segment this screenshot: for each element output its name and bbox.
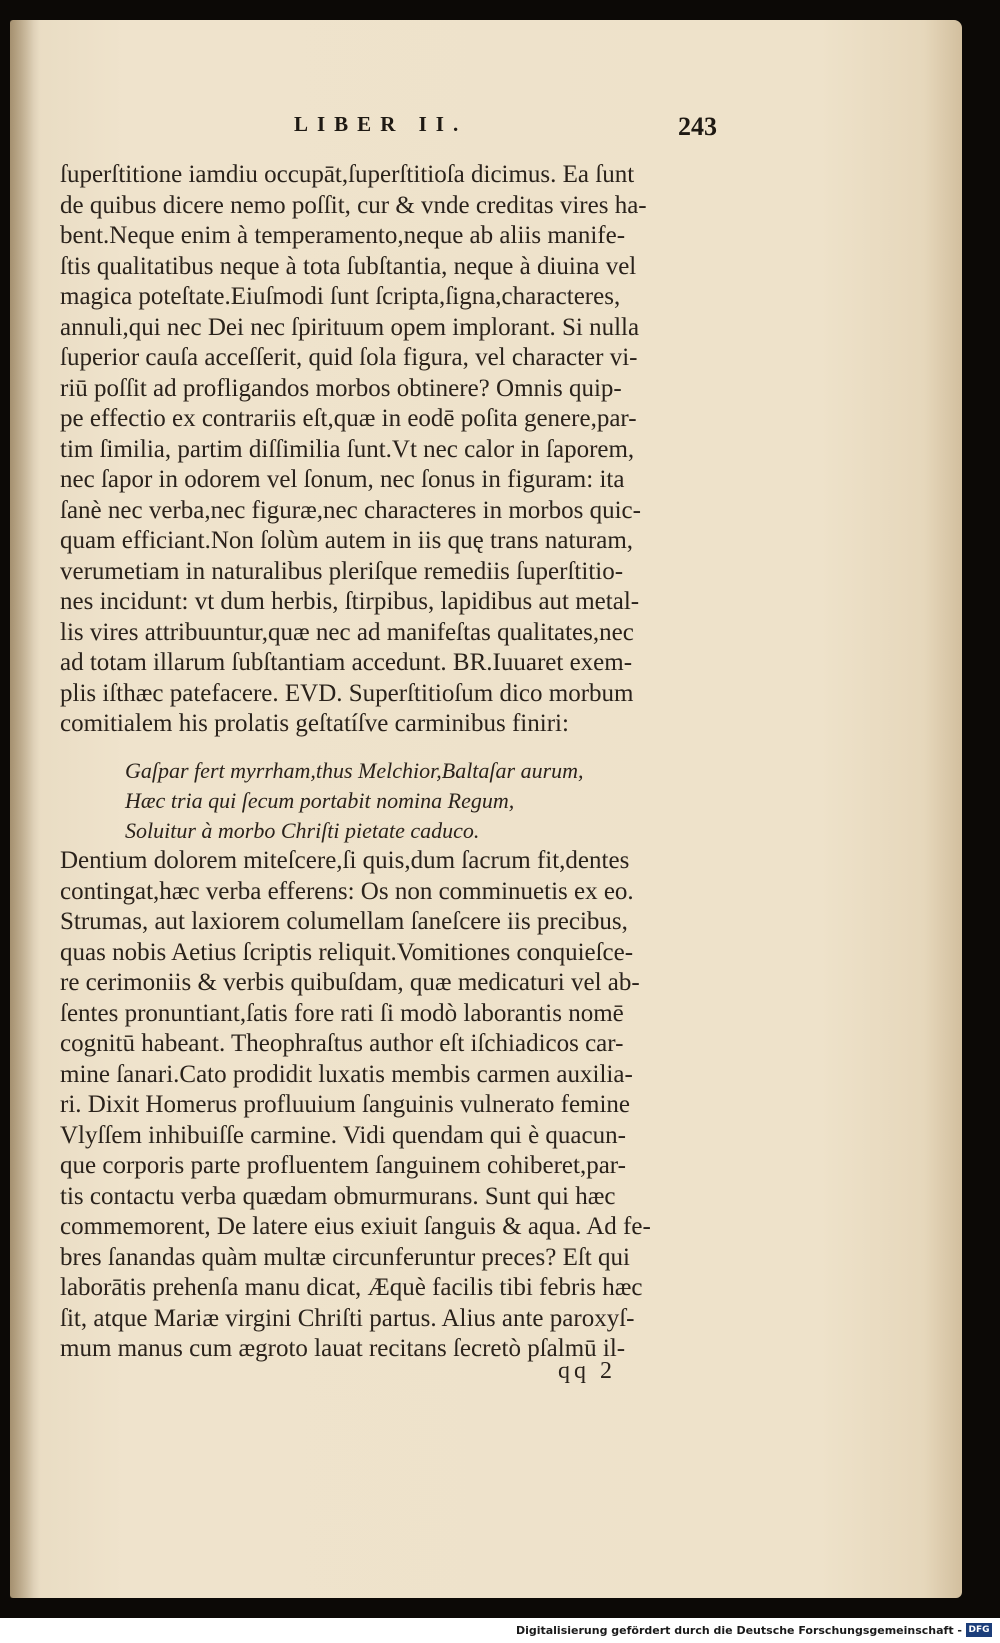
- text-line: mum manus cum ægroto lauat recitans ſecretò pſalmū il-: [60, 1335, 626, 1362]
- text-line: contingat,hæc verba efferens: Os non comminuetis ex eo.: [60, 877, 634, 905]
- text-line: ri. Dixit Homerus profluuium ſanguinis vulnerato femine: [60, 1091, 631, 1118]
- text-line: quam efficiant.Non ſolùm autem in iis quę trans naturam,: [60, 527, 634, 554]
- text-line: pe effectio ex contrariis eſt,quæ in eodē poſita genere,par-: [60, 405, 637, 432]
- page-number: 243: [678, 112, 717, 141]
- text-line: tis contactu verba quædam obmurmurans. Sunt qui hæc: [60, 1182, 616, 1210]
- verse-line: Gaſpar fert myrrham,thus Melchior,Baltaſar aurum,: [125, 758, 584, 783]
- text-line: re cerimoniis & verbis quibuſdam, quæ medicaturi vel ab-: [60, 969, 640, 996]
- text-line: de quibus dicere nemo poſſit, cur & vnde creditas vires ha-: [60, 191, 647, 219]
- text-line: quas nobis Aetius ſcriptis reliquit.Vomitiones conquieſce-: [60, 938, 634, 966]
- spine-shadow: [10, 20, 40, 1598]
- text-line: Dentium dolorem miteſcere,ſi quis,dum ſacrum fit,dentes: [60, 847, 630, 874]
- text-line: ſit, atque Mariæ virgini Chriſti partus. Alius ante paroxyſ-: [60, 1304, 635, 1332]
- text-line: ſtis qualitatibus neque à tota ſubſtantia, neque à diuina vel: [60, 252, 637, 280]
- text-line: ſuperſtitione iamdiu occupāt,ſuperſtitioſa dicimus. Ea ſunt: [60, 161, 635, 188]
- text-line: ſuperior cauſa acceſſerit, quid ſola figura, vel character vi-: [60, 344, 638, 371]
- text-line: tim ſimilia, partim diſſimilia ſunt.Vt nec calor in ſaporem,: [60, 435, 635, 463]
- text-line: mine ſanari.Cato prodidit luxatis membis carmen auxilia-: [60, 1060, 633, 1088]
- text-line: bres ſanandas quàm multæ circunferuntur preces? Eſt qui: [60, 1243, 630, 1271]
- text-line: nec ſapor in odorem vel ſonum, nec ſonus in figuram: ita: [60, 466, 625, 493]
- text-line: commemorent, De latere eius exiuit ſanguis & aqua. Ad fe-: [60, 1213, 651, 1240]
- text-line: Vlyſſem inhibuiſſe carmine. Vidi quendam qui è quacun-: [60, 1121, 626, 1149]
- text-line: ad totam illarum ſubſtantiam accedunt. BR.Iuuaret exem-: [60, 649, 633, 676]
- text-line: ſentes pronuntiant,ſatis fore rati ſi modò laborantis nomē: [60, 999, 624, 1027]
- text-line: annuli,qui nec Dei nec ſpirituum opem implorant. Si nulla: [60, 313, 640, 341]
- signature-mark: qq 2: [558, 1358, 616, 1384]
- text-line: plis iſthæc patefacere. EVD. Superſtitioſum dico morbum: [60, 679, 634, 707]
- text-line: Strumas, aut laxiorem columellam ſaneſcere iis precibus,: [60, 908, 628, 935]
- verse-line: Soluitur à morbo Chriſti pietate caduco.: [125, 818, 480, 843]
- digitization-footer: [0, 1618, 1000, 1643]
- text-line: cognitū habeant. Theophraſtus author eſt iſchiadicos car-: [60, 1030, 624, 1057]
- text-line: laborātis prehenſa manu dicat, Æquè facilis tibi febris hæc: [60, 1274, 643, 1301]
- text-line: nes incidunt: vt dum herbis, ſtirpibus, lapidibus aut metal-: [60, 588, 640, 615]
- text-line: comitialem his prolatis geſtatíſve carminibus finiri:: [60, 710, 569, 737]
- text-line: riū poſſit ad profligandos morbos obtinere? Omnis quip-: [60, 374, 622, 402]
- continuation-text-block: [60, 846, 740, 1365]
- text-line: bent.Neque enim à temperamento,neque ab aliis manife-: [60, 222, 626, 249]
- text-line: lis vires attribuuntur,quæ nec ad manifeſtas qualitates,nec: [60, 618, 634, 646]
- verse-quotation: [125, 756, 725, 846]
- main-text-block: [60, 160, 740, 740]
- text-line: ſanè nec verba,nec figuræ,nec characteres in morbos quic-: [60, 496, 641, 524]
- page-header: [10, 112, 962, 152]
- verse-line: Hæc tria qui ſecum portabit nomina Regum,: [125, 788, 515, 813]
- funding-credit: Digitalisierung gefördert durch die Deutsche Forschungsgemeinschaft -: [515, 1624, 962, 1637]
- running-head: LIBER II.: [294, 112, 468, 136]
- text-line: verumetiam in naturalibus pleriſque remediis ſuperſtitio-: [60, 557, 624, 585]
- text-line: que corporis parte profluentem ſanguinem cohiberet,par-: [60, 1152, 626, 1179]
- dfg-logo-icon[interactable]: DFG: [966, 1623, 992, 1637]
- book-page: [10, 20, 962, 1598]
- text-line: magica poteſtate.Eiuſmodi ſunt ſcripta,ſigna,characteres,: [60, 283, 621, 310]
